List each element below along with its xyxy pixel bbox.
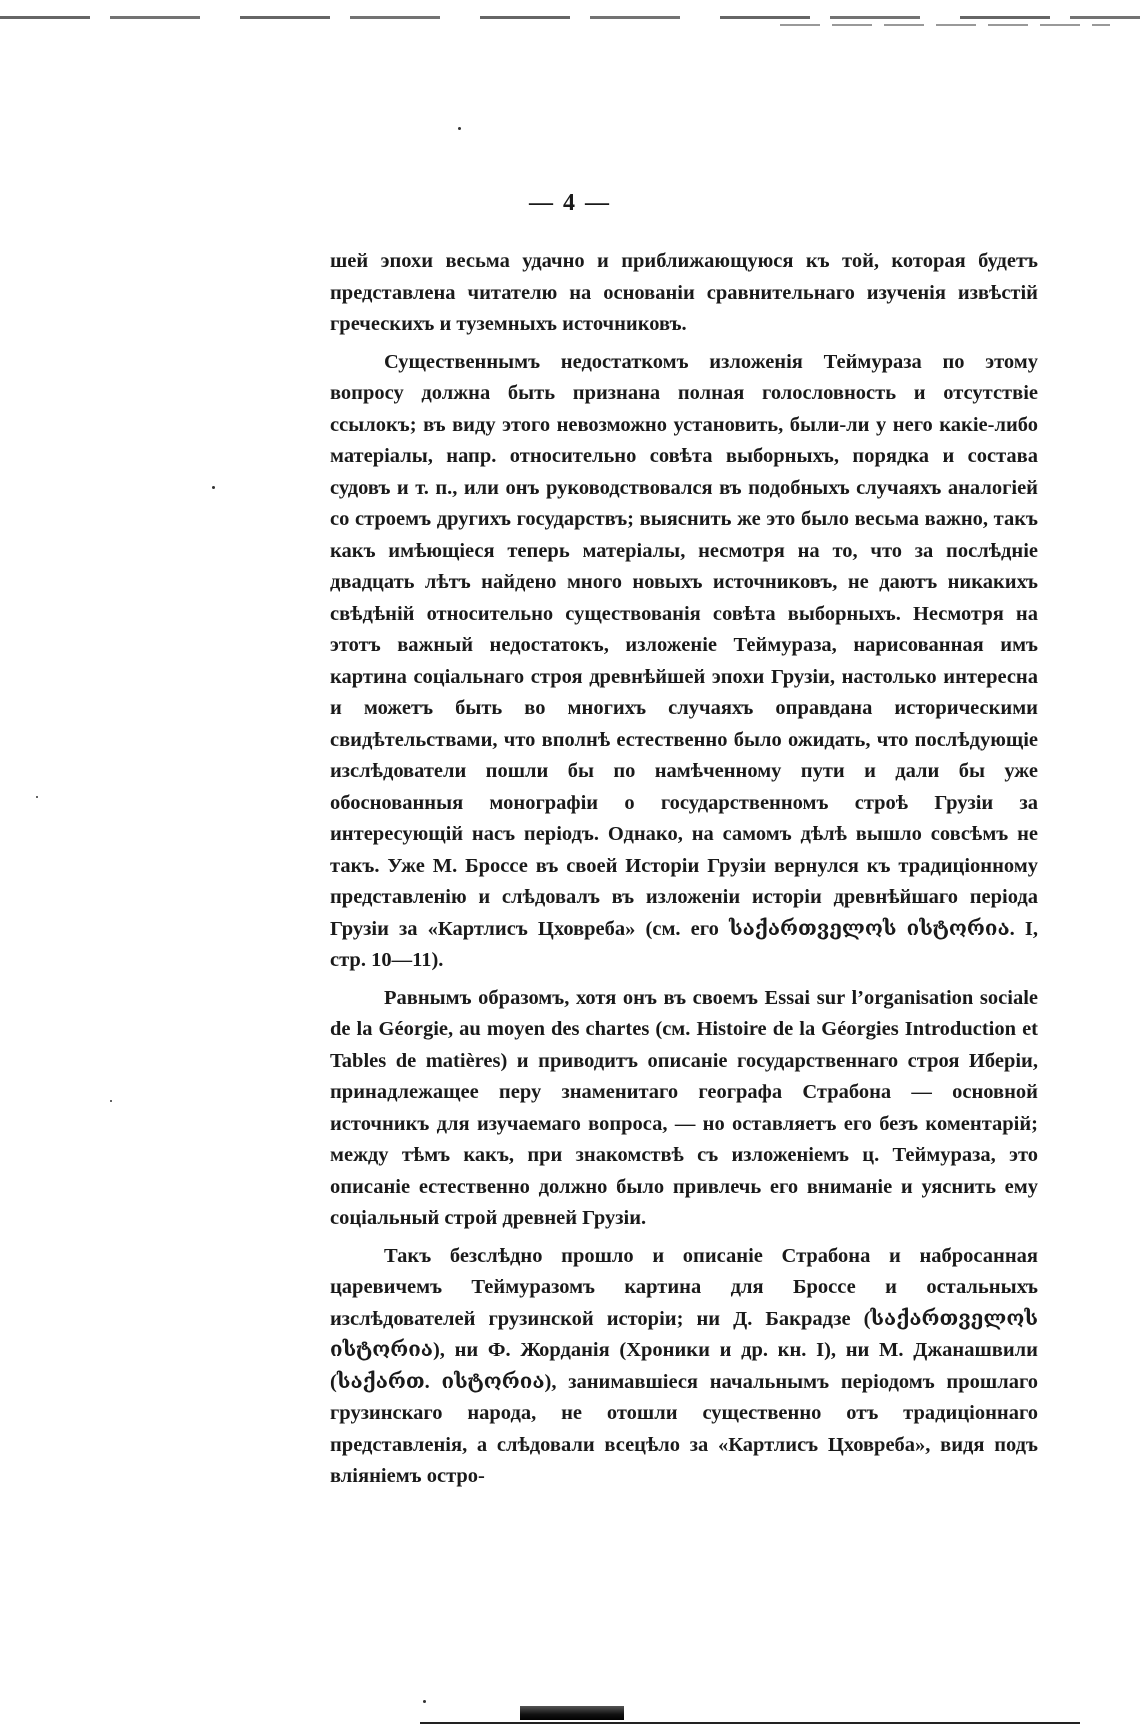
paragraph: Существеннымъ недостаткомъ изложенія Теймураза по этому вопросу должна быть признана полная голословность и отсутствіе ссылокъ; въ виду этого невозможно установить, были-ли у него какіе-либо матеріалы, напр. относительно совѣта выборныхъ, порядка и состава судовъ и т. п., или онъ руководствовался въ подобныхъ случаяхъ аналогіей со строемъ другихъ государствъ; выяснить же это было весьма важно, такъ какъ имѣющіеся теперь матеріалы, несмотря на то, что за послѣдніе двадцать лѣтъ найдено много новыхъ источниковъ, не даютъ никакихъ свѣдѣній относительно существованія совѣта выборныхъ. Несмотря на этотъ важный недостатокъ, изложеніе Теймураза, нарисованная имъ картина соціальнаго строя древнѣйшей эпохи Грузіи, настолько интересна и можетъ быть во многихъ случаяхъ оправдана историческими свидѣтельствами, что вполнѣ естественно было ожидать, что послѣдующіе изслѣдователи пошли бы по намѣченному пути и дали бы уже обоснованныя монографіи о государственномъ строѣ Грузіи за интересующій насъ періодъ. Однако, на самомъ дѣлѣ вышло совсѣмъ не такъ. Уже М. Броссе въ своей Исторіи Грузіи вернулся къ традиціонному представленію и слѣдовалъ въ изложеніи исторіи древнѣйшаго періода Грузіи за «Картлисъ Цховреба» (см. его საქართველოს ისტორია. I, стр. 10—11). <box>330 350 1038 971</box>
scan-bottom-line <box>420 1722 1080 1724</box>
scan-edge-mark <box>0 16 1140 19</box>
paragraph-continuation: шей эпохи весьма удачно и приближающуюся къ той, которая будетъ представлена читателю на основаніи сравнительнаго изученія извѣстій греческихъ и туземныхъ источниковъ. <box>330 250 1038 335</box>
scan-smudge <box>520 1706 624 1720</box>
paragraph: Такъ безслѣдно прошло и описаніе Страбона и набросанная царевичемъ Теймуразомъ картина для Броссе и остальныхъ изслѣдователей грузинской исторіи; ни Д. Бакрадзе (საქართველოს ისტორია), ни Ф. Жорданія (Хроники и др. кн. I), ни М. Джанашвили (საქართ. ისტორია), занимавшіеся начальнымъ періодомъ прошлаго грузинскаго народа, не отошли существенно отъ традиціоннаго представленія, а слѣдовали всецѣло за «Картлисъ Цховреба», видя подъ вліяніемъ остро- <box>330 1244 1038 1487</box>
scan-speck <box>36 796 38 798</box>
scan-speck <box>110 1100 112 1102</box>
paragraph: Равнымъ образомъ, хотя онъ въ своемъ Essai sur l’organisation sociale de la Géorgie, au moyen des chartes (см. Histoire de la Géorgies Introduction et Tables de matières) и приводитъ описаніе государственнаго строя Иберіи, принадлежащее перу знаменитаго географа Страбона — основной источникъ для изучаемаго вопроса, — но оставляетъ его безъ коментарій; между тѣмъ какъ, при знакомствѣ съ изложеніемъ ц. Теймураза, это описаніе естественно должно было привлечь его вниманіе и уяснить ему соціальный строй древней Грузіи. <box>330 986 1038 1229</box>
page-number: — 4 — <box>529 190 611 216</box>
scan-speck <box>423 1700 426 1703</box>
scan-speck <box>458 127 461 130</box>
scan-edge-mark <box>780 24 1110 26</box>
body-text <box>330 246 1038 1493</box>
scan-speck <box>212 486 215 489</box>
